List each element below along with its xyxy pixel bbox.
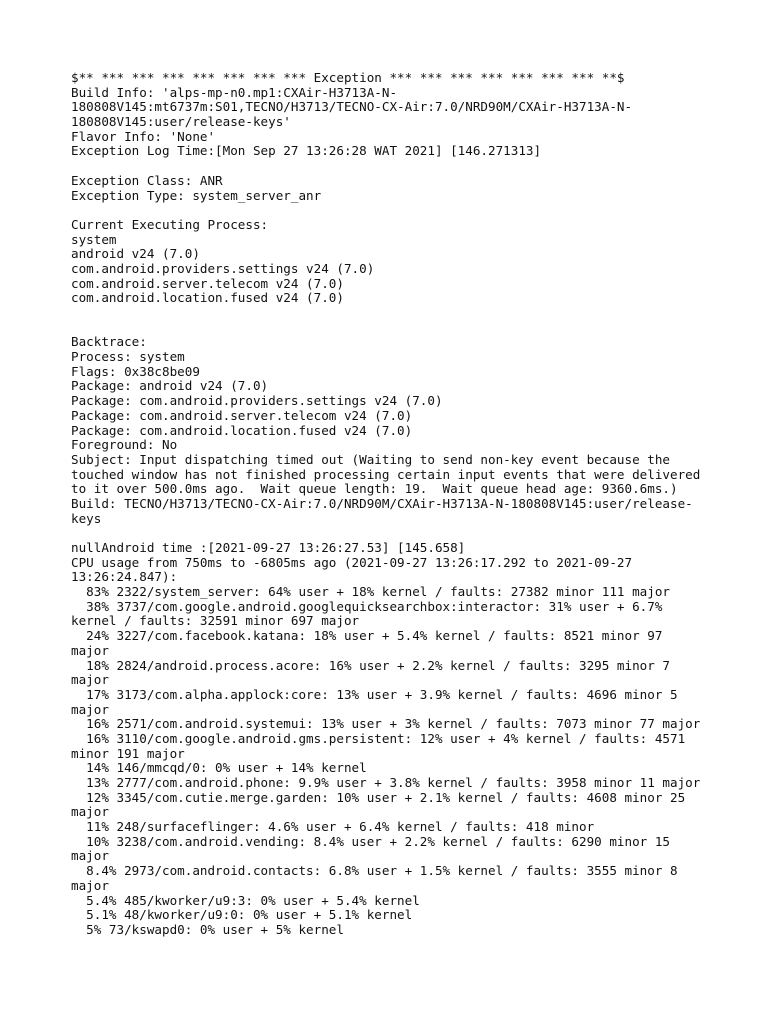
log-line: Process: system: [71, 349, 185, 365]
log-line: touched window has not finished processing certain input events that were delivered: [71, 466, 701, 482]
log-line: minor 191 major: [71, 745, 185, 761]
log-line: com.android.providers.settings v24 (7.0): [71, 260, 375, 276]
log-line: Package: android v24 (7.0): [71, 378, 269, 394]
log-line: 8.4% 2973/com.android.contacts: 6.8% user + 1.5% kernel / faults: 3555 minor 8: [71, 863, 678, 879]
log-line: 11% 248/surfaceflinger: 4.6% user + 6.4% kernel / faults: 418 minor: [71, 819, 595, 835]
log-line: to it over 500.0ms ago. Wait queue length: 19. Wait queue head age: 9360.6ms.): [71, 481, 678, 497]
log-line: major: [71, 804, 109, 820]
log-line: major: [71, 848, 109, 864]
log-line: Package: com.android.server.telecom v24 (7.0): [71, 407, 413, 423]
log-line: com.android.location.fused v24 (7.0): [71, 290, 344, 306]
log-line: 180808V145:user/release-keys': [71, 114, 291, 130]
log-line: nullAndroid time :[2021-09-27 13:26:27.53] [145.658]: [71, 540, 466, 555]
log-line: 13% 2777/com.android.phone: 9.9% user + 3.8% kernel / faults: 3958 minor 11 major: [71, 775, 701, 790]
log-line: $** *** *** *** *** *** *** *** Exception *** *** *** *** *** *** *** **$: [71, 70, 625, 85]
log-line: android v24 (7.0): [71, 246, 200, 262]
log-line: 10% 3238/com.android.vending: 8.4% user + 2.2% kernel / faults: 6290 minor 15: [71, 833, 670, 849]
log-line: com.android.server.telecom v24 (7.0): [71, 275, 344, 291]
log-line: Package: com.android.providers.settings v24 (7.0): [71, 393, 443, 409]
log-line: 5% 73/kswapd0: 0% user + 5% kernel: [71, 921, 344, 937]
log-line: 18% 2824/android.process.acore: 16% user + 2.2% kernel / faults: 3295 minor 7: [71, 657, 670, 673]
log-line: [71, 203, 711, 218]
log-line: major: [71, 642, 109, 658]
log-line: 5.1% 48/kworker/u9:0: 0% user + 5.1% kernel: [71, 907, 413, 923]
log-line: 17% 3173/com.alpha.applock:core: 13% user + 3.9% kernel / faults: 4696 minor 5: [71, 686, 678, 702]
log-line: major: [71, 672, 109, 688]
log-line: Flavor Info: 'None': [71, 128, 216, 144]
log-line: Exception Type: system_server_anr: [71, 187, 322, 203]
log-line: major: [71, 701, 109, 717]
log-line: [71, 321, 711, 336]
log-line: Build: TECNO/H3713/TECNO-CX-Air:7.0/NRD90M/CXAir-H3713A-N-180808V145:user/release-: [71, 495, 693, 511]
log-line: major: [71, 877, 109, 893]
log-line: system: [71, 231, 117, 247]
log-line: 13:26:24.847):: [71, 569, 178, 585]
log-line: 24% 3227/com.facebook.katana: 18% user + 5.4% kernel / faults: 8521 minor 97: [71, 628, 663, 644]
log-line: CPU usage from 750ms to -6805ms ago (2021-09-27 13:26:17.292 to 2021-09-27: [71, 554, 633, 570]
log-line: 83% 2322/system_server: 64% user + 18% kernel / faults: 27382 minor 111 major: [71, 584, 670, 600]
log-line: [71, 306, 711, 321]
log-line: Backtrace:: [71, 334, 147, 350]
log-line: 5.4% 485/kworker/u9:3: 0% user + 5.4% kernel: [71, 892, 420, 908]
log-line: 16% 2571/com.android.systemui: 13% user + 3% kernel / faults: 7073 minor 77 major: [71, 716, 701, 732]
log-line: Package: com.android.location.fused v24 (7.0): [71, 422, 413, 438]
log-line: 16% 3110/com.google.android.gms.persistent: 12% user + 4% kernel / faults: 4571: [71, 730, 686, 746]
log-line: 12% 3345/com.cutie.merge.garden: 10% user + 2.1% kernel / faults: 4608 minor 25: [71, 789, 686, 805]
log-line: Exception Log Time:[Mon Sep 27 13:26:28 WAT 2021] [146.271313]: [71, 143, 542, 159]
log-line: Build Info: 'alps-mp-n0.mp1:CXAir-H3713A-N-: [71, 84, 398, 100]
log-line: Current Executing Process:: [71, 216, 269, 232]
log-line: 180808V145:mt6737m:S01,TECNO/H3713/TECNO-CX-Air:7.0/NRD90M/CXAir-H3713A-N-: [71, 99, 633, 115]
log-line: [71, 526, 711, 541]
exception-log-document: [71, 71, 711, 938]
log-line: Flags: 0x38c8be09: [71, 363, 200, 379]
log-line: 14% 146/mmcqd/0: 0% user + 14% kernel: [71, 760, 367, 776]
log-line: Subject: Input dispatching timed out (Waiting to send non-key event because the: [71, 451, 670, 467]
log-line: Foreground: No: [71, 437, 178, 453]
log-line: kernel / faults: 32591 minor 697 major: [71, 613, 360, 629]
log-line: [71, 159, 711, 174]
log-line: keys: [71, 510, 102, 526]
log-line: Exception Class: ANR: [71, 172, 223, 188]
log-line: 38% 3737/com.google.android.googlequicksearchbox:interactor: 31% user + 6.7%: [71, 598, 663, 614]
